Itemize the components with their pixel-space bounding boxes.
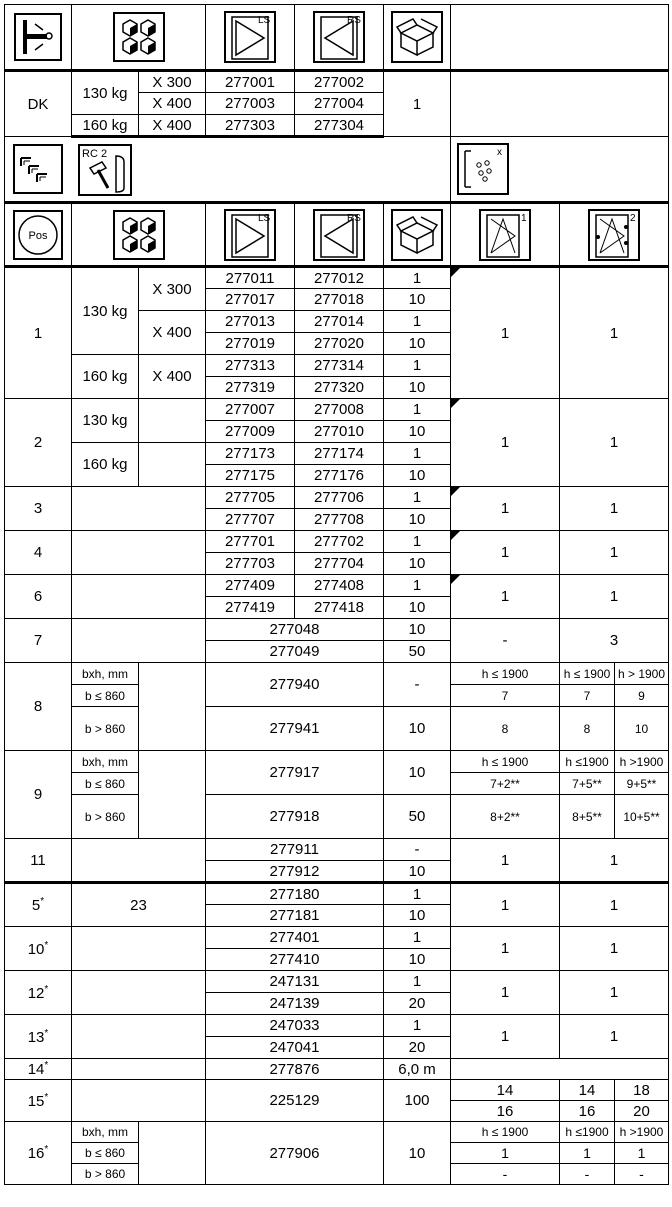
pos3-ls: 277705 bbox=[206, 487, 295, 509]
col2-label: 2 bbox=[630, 212, 636, 224]
pos16-r2-c3: - bbox=[615, 1164, 669, 1185]
pos12-col1: 1 bbox=[451, 971, 560, 1015]
dk-ls-3: 277303 bbox=[206, 115, 295, 137]
pos5-col2: 1 bbox=[560, 883, 669, 927]
pos11-row-1 bbox=[5, 839, 669, 861]
pos7-col2: 3 bbox=[560, 619, 669, 663]
pos2-row-1 bbox=[5, 399, 669, 421]
pos12-qty: 1 bbox=[384, 971, 451, 993]
pos10-label: 10* bbox=[5, 927, 72, 971]
pos15-empty bbox=[72, 1080, 206, 1122]
pos8-r2-c2: 8 bbox=[560, 707, 615, 751]
pos8-bxh: bxh, mm bbox=[72, 663, 139, 685]
pos9-row-3 bbox=[5, 795, 669, 817]
window-left-icon bbox=[224, 11, 276, 63]
sash-2-icon-cell bbox=[560, 203, 669, 267]
pos2-col1: 1 bbox=[451, 399, 560, 487]
pos4-row-1 bbox=[5, 531, 669, 553]
pos15-qty: 100 bbox=[384, 1080, 451, 1122]
dk-weight-130: 130 kg bbox=[72, 71, 139, 115]
pos1-rs: 277320 bbox=[295, 377, 384, 399]
pos8-h1: h ≤ 1900 bbox=[451, 663, 560, 685]
pos16-art: 277906 bbox=[206, 1122, 384, 1185]
pos1-ls: 277013 bbox=[206, 311, 295, 333]
pos6-empty bbox=[72, 575, 206, 619]
pos8-empty bbox=[139, 663, 206, 751]
pos10-art: 277410 bbox=[206, 949, 384, 971]
pos15-art: 225129 bbox=[206, 1080, 384, 1122]
pos8-r1-c1: 7 bbox=[451, 685, 560, 707]
pos16-empty bbox=[139, 1122, 206, 1185]
pos9-q2: 50 bbox=[384, 795, 451, 839]
pos14-right-empty bbox=[451, 1059, 669, 1080]
dk-x-400b: X 400 bbox=[139, 115, 206, 137]
hinge-icon bbox=[13, 12, 63, 62]
pos10-qty: 1 bbox=[384, 927, 451, 949]
pos7-qty: 50 bbox=[384, 641, 451, 663]
dk-rs-1: 277002 bbox=[295, 71, 384, 93]
pos9-h3: h >1900 bbox=[615, 751, 669, 773]
pos7-empty bbox=[72, 619, 206, 663]
screws-icon bbox=[457, 143, 509, 195]
window-left-icon-cell bbox=[206, 5, 295, 71]
pos5-art: 277180 bbox=[206, 883, 384, 905]
pos4-qty: 10 bbox=[384, 553, 451, 575]
pos11-col1: 1 bbox=[451, 839, 560, 883]
pos15-row-1 bbox=[5, 1080, 669, 1101]
pos9-r1-c3: 9+5** bbox=[615, 773, 669, 795]
pos2-col2: 1 bbox=[560, 399, 669, 487]
pos8-row-3 bbox=[5, 707, 669, 729]
pos9-b1: b ≤ 860 bbox=[72, 773, 139, 795]
pos6-rs: 277418 bbox=[295, 597, 384, 619]
pos3-rs: 277706 bbox=[295, 487, 384, 509]
pos15-r2-c1: 16 bbox=[451, 1101, 560, 1122]
pos9-bxh: bxh, mm bbox=[72, 751, 139, 773]
pos5-col1: 1 bbox=[451, 883, 560, 927]
pos16-label: 16* bbox=[5, 1122, 72, 1185]
box-icon bbox=[391, 209, 443, 261]
pos12-qty: 20 bbox=[384, 993, 451, 1015]
pos2-x-empty-2 bbox=[139, 443, 206, 487]
pos1-rs: 277014 bbox=[295, 311, 384, 333]
pos1-qty: 10 bbox=[384, 333, 451, 355]
dk-ls-2: 277003 bbox=[206, 93, 295, 115]
pos4-ls: 277701 bbox=[206, 531, 295, 553]
pos3-col1: 1 bbox=[451, 487, 560, 531]
pos7-art: 277049 bbox=[206, 641, 384, 663]
pos1-qty: 1 bbox=[384, 355, 451, 377]
pos1-ls: 277319 bbox=[206, 377, 295, 399]
col1-label: 1 bbox=[521, 212, 527, 224]
pos8-r2-c3: 10 bbox=[615, 707, 669, 751]
pos3-qty: 1 bbox=[384, 487, 451, 509]
pos15-r1-c2: 14 bbox=[560, 1080, 615, 1101]
pos8-q1: - bbox=[384, 663, 451, 707]
header-row-1 bbox=[5, 5, 669, 71]
box-icon-cell-2 bbox=[384, 203, 451, 267]
pos15-r1-c1: 14 bbox=[451, 1080, 560, 1101]
pos10-col1: 1 bbox=[451, 927, 560, 971]
pos11-qty: - bbox=[384, 839, 451, 861]
pos6-ls: 277409 bbox=[206, 575, 295, 597]
rc2-cell bbox=[72, 137, 451, 203]
pos4-col1: 1 bbox=[451, 531, 560, 575]
pos6-col2: 1 bbox=[560, 575, 669, 619]
pos1-label: 1 bbox=[5, 267, 72, 399]
pos2-ls: 277009 bbox=[206, 421, 295, 443]
pos9-h2: h ≤1900 bbox=[560, 751, 615, 773]
pos12-empty bbox=[72, 971, 206, 1015]
pos7-col1: - bbox=[451, 619, 560, 663]
pos5-val: 23 bbox=[72, 883, 206, 927]
rs-label: RS bbox=[347, 15, 361, 26]
dk-label: DK bbox=[5, 71, 72, 137]
pos8-row-1 bbox=[5, 663, 669, 685]
pos12-art: 247139 bbox=[206, 993, 384, 1015]
pos1-w130: 130 kg bbox=[72, 267, 139, 355]
pos1-ls: 277019 bbox=[206, 333, 295, 355]
window-right-icon-cell-2 bbox=[295, 203, 384, 267]
pos6-row-1 bbox=[5, 575, 669, 597]
pos2-qty: 10 bbox=[384, 421, 451, 443]
corner-brackets-icon bbox=[13, 144, 63, 194]
header-row-3 bbox=[5, 203, 669, 267]
pos8-art1: 277940 bbox=[206, 663, 384, 707]
pos1-rs: 277018 bbox=[295, 289, 384, 311]
pos16-r2-c1: - bbox=[451, 1164, 560, 1185]
pos2-ls: 277007 bbox=[206, 399, 295, 421]
pos15-r2-c3: 20 bbox=[615, 1101, 669, 1122]
pos16-row-1 bbox=[5, 1122, 669, 1143]
empty-header-cell bbox=[451, 5, 669, 71]
pos3-row-1 bbox=[5, 487, 669, 509]
pos4-empty bbox=[72, 531, 206, 575]
pos1-col2: 1 bbox=[560, 267, 669, 399]
pos1-w160: 160 kg bbox=[72, 355, 139, 399]
pos5-label: 5* bbox=[5, 883, 72, 927]
pos10-qty: 10 bbox=[384, 949, 451, 971]
pos7-art: 277048 bbox=[206, 619, 384, 641]
pos4-qty: 1 bbox=[384, 531, 451, 553]
pos2-w130: 130 kg bbox=[72, 399, 139, 443]
pos6-ls: 277419 bbox=[206, 597, 295, 619]
pos16-r1-c1: 1 bbox=[451, 1143, 560, 1164]
pos9-empty bbox=[139, 751, 206, 839]
pos4-col2: 1 bbox=[560, 531, 669, 575]
pos2-qty: 1 bbox=[384, 399, 451, 421]
window-left-icon-cell-2 bbox=[206, 203, 295, 267]
pos6-col1: 1 bbox=[451, 575, 560, 619]
pos10-row-1 bbox=[5, 927, 669, 949]
pos9-q1: 10 bbox=[384, 751, 451, 795]
pos15-r2-c2: 16 bbox=[560, 1101, 615, 1122]
pos1-x300: X 300 bbox=[139, 267, 206, 311]
pos12-label: 12* bbox=[5, 971, 72, 1015]
window-right-icon bbox=[313, 11, 365, 63]
pos3-col2: 1 bbox=[560, 487, 669, 531]
cubes-icon bbox=[113, 210, 165, 260]
pos4-rs: 277704 bbox=[295, 553, 384, 575]
pos7-label: 7 bbox=[5, 619, 72, 663]
pos-label: Pos bbox=[28, 229, 48, 242]
window-left-icon bbox=[224, 209, 276, 261]
pos1-qty: 1 bbox=[384, 311, 451, 333]
pos8-b1: b ≤ 860 bbox=[72, 685, 139, 707]
pos1-rs: 277020 bbox=[295, 333, 384, 355]
pos-icon-cell bbox=[5, 203, 72, 267]
pos10-art: 277401 bbox=[206, 927, 384, 949]
pos11-art: 277911 bbox=[206, 839, 384, 861]
dk-x-400: X 400 bbox=[139, 93, 206, 115]
x-label: x bbox=[497, 147, 502, 158]
pos13-empty bbox=[72, 1015, 206, 1059]
pos9-art2: 277918 bbox=[206, 795, 384, 839]
pos13-qty: 1 bbox=[384, 1015, 451, 1037]
pos2-rs: 277174 bbox=[295, 443, 384, 465]
pos5-qty: 1 bbox=[384, 883, 451, 905]
pos9-art1: 277917 bbox=[206, 751, 384, 795]
window-right-icon-cell bbox=[295, 5, 384, 71]
pos2-rs: 277010 bbox=[295, 421, 384, 443]
cubes-icon-cell bbox=[72, 5, 206, 71]
pos2-ls: 277175 bbox=[206, 465, 295, 487]
pos9-r2-c2: 8+5** bbox=[560, 795, 615, 839]
pos8-r1-c2: 7 bbox=[560, 685, 615, 707]
pos10-col2: 1 bbox=[560, 927, 669, 971]
dk-rs-3: 277304 bbox=[295, 115, 384, 137]
pos8-r2-c1: 8 bbox=[451, 707, 560, 751]
pos9-r1-c2: 7+5** bbox=[560, 773, 615, 795]
pos11-empty bbox=[72, 839, 206, 883]
pos1-col1: 1 bbox=[451, 267, 560, 399]
pos16-h1: h ≤ 1900 bbox=[451, 1122, 560, 1143]
pos16-b2: b > 860 bbox=[72, 1164, 139, 1185]
pos14-art: 277876 bbox=[206, 1059, 384, 1080]
box-icon-cell bbox=[384, 5, 451, 71]
pos16-r1-c3: 1 bbox=[615, 1143, 669, 1164]
pos1-ls: 277017 bbox=[206, 289, 295, 311]
pos9-h1: h ≤ 1900 bbox=[451, 751, 560, 773]
pos13-label: 13* bbox=[5, 1015, 72, 1059]
pos11-qty: 10 bbox=[384, 861, 451, 883]
pos13-col1: 1 bbox=[451, 1015, 560, 1059]
ls-label-2: LS bbox=[258, 212, 271, 224]
pos11-label: 11 bbox=[5, 839, 72, 883]
sash-single-icon bbox=[479, 209, 531, 261]
pos9-b2: b > 860 bbox=[72, 795, 139, 839]
pos13-row-1 bbox=[5, 1015, 669, 1037]
pos15-label: 15* bbox=[5, 1080, 72, 1122]
pos14-qty: 6,0 m bbox=[384, 1059, 451, 1080]
pos8-h2: h ≤ 1900 bbox=[560, 663, 615, 685]
pos14-empty bbox=[72, 1059, 206, 1080]
pos16-r1-c2: 1 bbox=[560, 1143, 615, 1164]
pos2-label: 2 bbox=[5, 399, 72, 487]
pos1-rs: 277314 bbox=[295, 355, 384, 377]
pos3-empty bbox=[72, 487, 206, 531]
pos12-row-1 bbox=[5, 971, 669, 993]
pos6-qty: 1 bbox=[384, 575, 451, 597]
pos4-rs: 277702 bbox=[295, 531, 384, 553]
pos16-bxh: bxh, mm bbox=[72, 1122, 139, 1143]
ls-label: LS bbox=[258, 15, 271, 26]
pos7-qty: 10 bbox=[384, 619, 451, 641]
dk-row-1 bbox=[5, 71, 669, 93]
corner-icon-cell bbox=[5, 137, 72, 203]
pos16-b1: b ≤ 860 bbox=[72, 1143, 139, 1164]
sash-1-icon-cell bbox=[451, 203, 560, 267]
window-right-icon bbox=[313, 209, 365, 261]
pos3-label: 3 bbox=[5, 487, 72, 531]
pos4-ls: 277703 bbox=[206, 553, 295, 575]
pos3-rs: 277708 bbox=[295, 509, 384, 531]
pos10-empty bbox=[72, 927, 206, 971]
box-icon bbox=[391, 11, 443, 63]
rc2-label: RC 2 bbox=[81, 147, 107, 160]
pos2-qty: 1 bbox=[384, 443, 451, 465]
pos13-art: 247033 bbox=[206, 1015, 384, 1037]
hinge-icon-cell bbox=[5, 5, 72, 71]
pos15-r1-c3: 18 bbox=[615, 1080, 669, 1101]
pos12-col2: 1 bbox=[560, 971, 669, 1015]
pos9-r2-c1: 8+2** bbox=[451, 795, 560, 839]
pos8-label: 8 bbox=[5, 663, 72, 751]
pos1-qty: 10 bbox=[384, 289, 451, 311]
pos1-qty: 10 bbox=[384, 377, 451, 399]
pos12-art: 247131 bbox=[206, 971, 384, 993]
pos16-qty: 10 bbox=[384, 1122, 451, 1185]
pos2-rs: 277176 bbox=[295, 465, 384, 487]
pos3-qty: 10 bbox=[384, 509, 451, 531]
pos8-b2: b > 860 bbox=[72, 707, 139, 751]
pos1-row-1 bbox=[5, 267, 669, 289]
pos9-r1-c1: 7+2** bbox=[451, 773, 560, 795]
dk-ls-1: 277001 bbox=[206, 71, 295, 93]
cubes-icon-cell-2 bbox=[72, 203, 206, 267]
pos6-label: 6 bbox=[5, 575, 72, 619]
rc2-hammer-icon bbox=[78, 144, 132, 196]
pos6-rs: 277408 bbox=[295, 575, 384, 597]
pos9-r2-c3: 10+5** bbox=[615, 795, 669, 839]
pos1-rs: 277012 bbox=[295, 267, 384, 289]
pos14-label: 14* bbox=[5, 1059, 72, 1080]
pos14-row bbox=[5, 1059, 669, 1080]
dk-x-300: X 300 bbox=[139, 71, 206, 93]
parts-table bbox=[4, 4, 669, 1185]
pos16-h2: h ≤1900 bbox=[560, 1122, 615, 1143]
dk-weight-160: 160 kg bbox=[72, 115, 139, 137]
pos2-qty: 10 bbox=[384, 465, 451, 487]
header-row-2 bbox=[5, 137, 669, 203]
pos5-art: 277181 bbox=[206, 905, 384, 927]
pos2-x-empty bbox=[139, 399, 206, 443]
pos9-row-1 bbox=[5, 751, 669, 773]
screws-icon-cell bbox=[451, 137, 669, 203]
pos5-row-1 bbox=[5, 883, 669, 905]
cubes-icon bbox=[113, 12, 165, 62]
pos13-art: 247041 bbox=[206, 1037, 384, 1059]
sash-double-icon bbox=[588, 209, 640, 261]
pos3-ls: 277707 bbox=[206, 509, 295, 531]
pos8-h3: h > 1900 bbox=[615, 663, 669, 685]
pos5-qty: 10 bbox=[384, 905, 451, 927]
pos8-r1-c3: 9 bbox=[615, 685, 669, 707]
pos8-q2: 10 bbox=[384, 707, 451, 751]
dk-qty: 1 bbox=[384, 71, 451, 137]
pos16-r2-c2: - bbox=[560, 1164, 615, 1185]
pos2-ls: 277173 bbox=[206, 443, 295, 465]
pos-icon bbox=[13, 210, 63, 260]
pos9-label: 9 bbox=[5, 751, 72, 839]
dk-empty bbox=[451, 71, 669, 137]
pos1-qty: 1 bbox=[384, 267, 451, 289]
pos11-col2: 1 bbox=[560, 839, 669, 883]
pos8-art2: 277941 bbox=[206, 707, 384, 751]
pos1-ls: 277011 bbox=[206, 267, 295, 289]
pos7-row-1 bbox=[5, 619, 669, 641]
dk-rs-2: 277004 bbox=[295, 93, 384, 115]
pos2-rs: 277008 bbox=[295, 399, 384, 421]
pos11-art: 277912 bbox=[206, 861, 384, 883]
pos1-x400: X 400 bbox=[139, 311, 206, 355]
pos6-qty: 10 bbox=[384, 597, 451, 619]
pos4-label: 4 bbox=[5, 531, 72, 575]
pos13-col2: 1 bbox=[560, 1015, 669, 1059]
rs-label-2: RS bbox=[347, 212, 361, 224]
pos16-h3: h >1900 bbox=[615, 1122, 669, 1143]
pos13-qty: 20 bbox=[384, 1037, 451, 1059]
pos1-ls: 277313 bbox=[206, 355, 295, 377]
pos2-w160: 160 kg bbox=[72, 443, 139, 487]
pos1-x400b: X 400 bbox=[139, 355, 206, 399]
